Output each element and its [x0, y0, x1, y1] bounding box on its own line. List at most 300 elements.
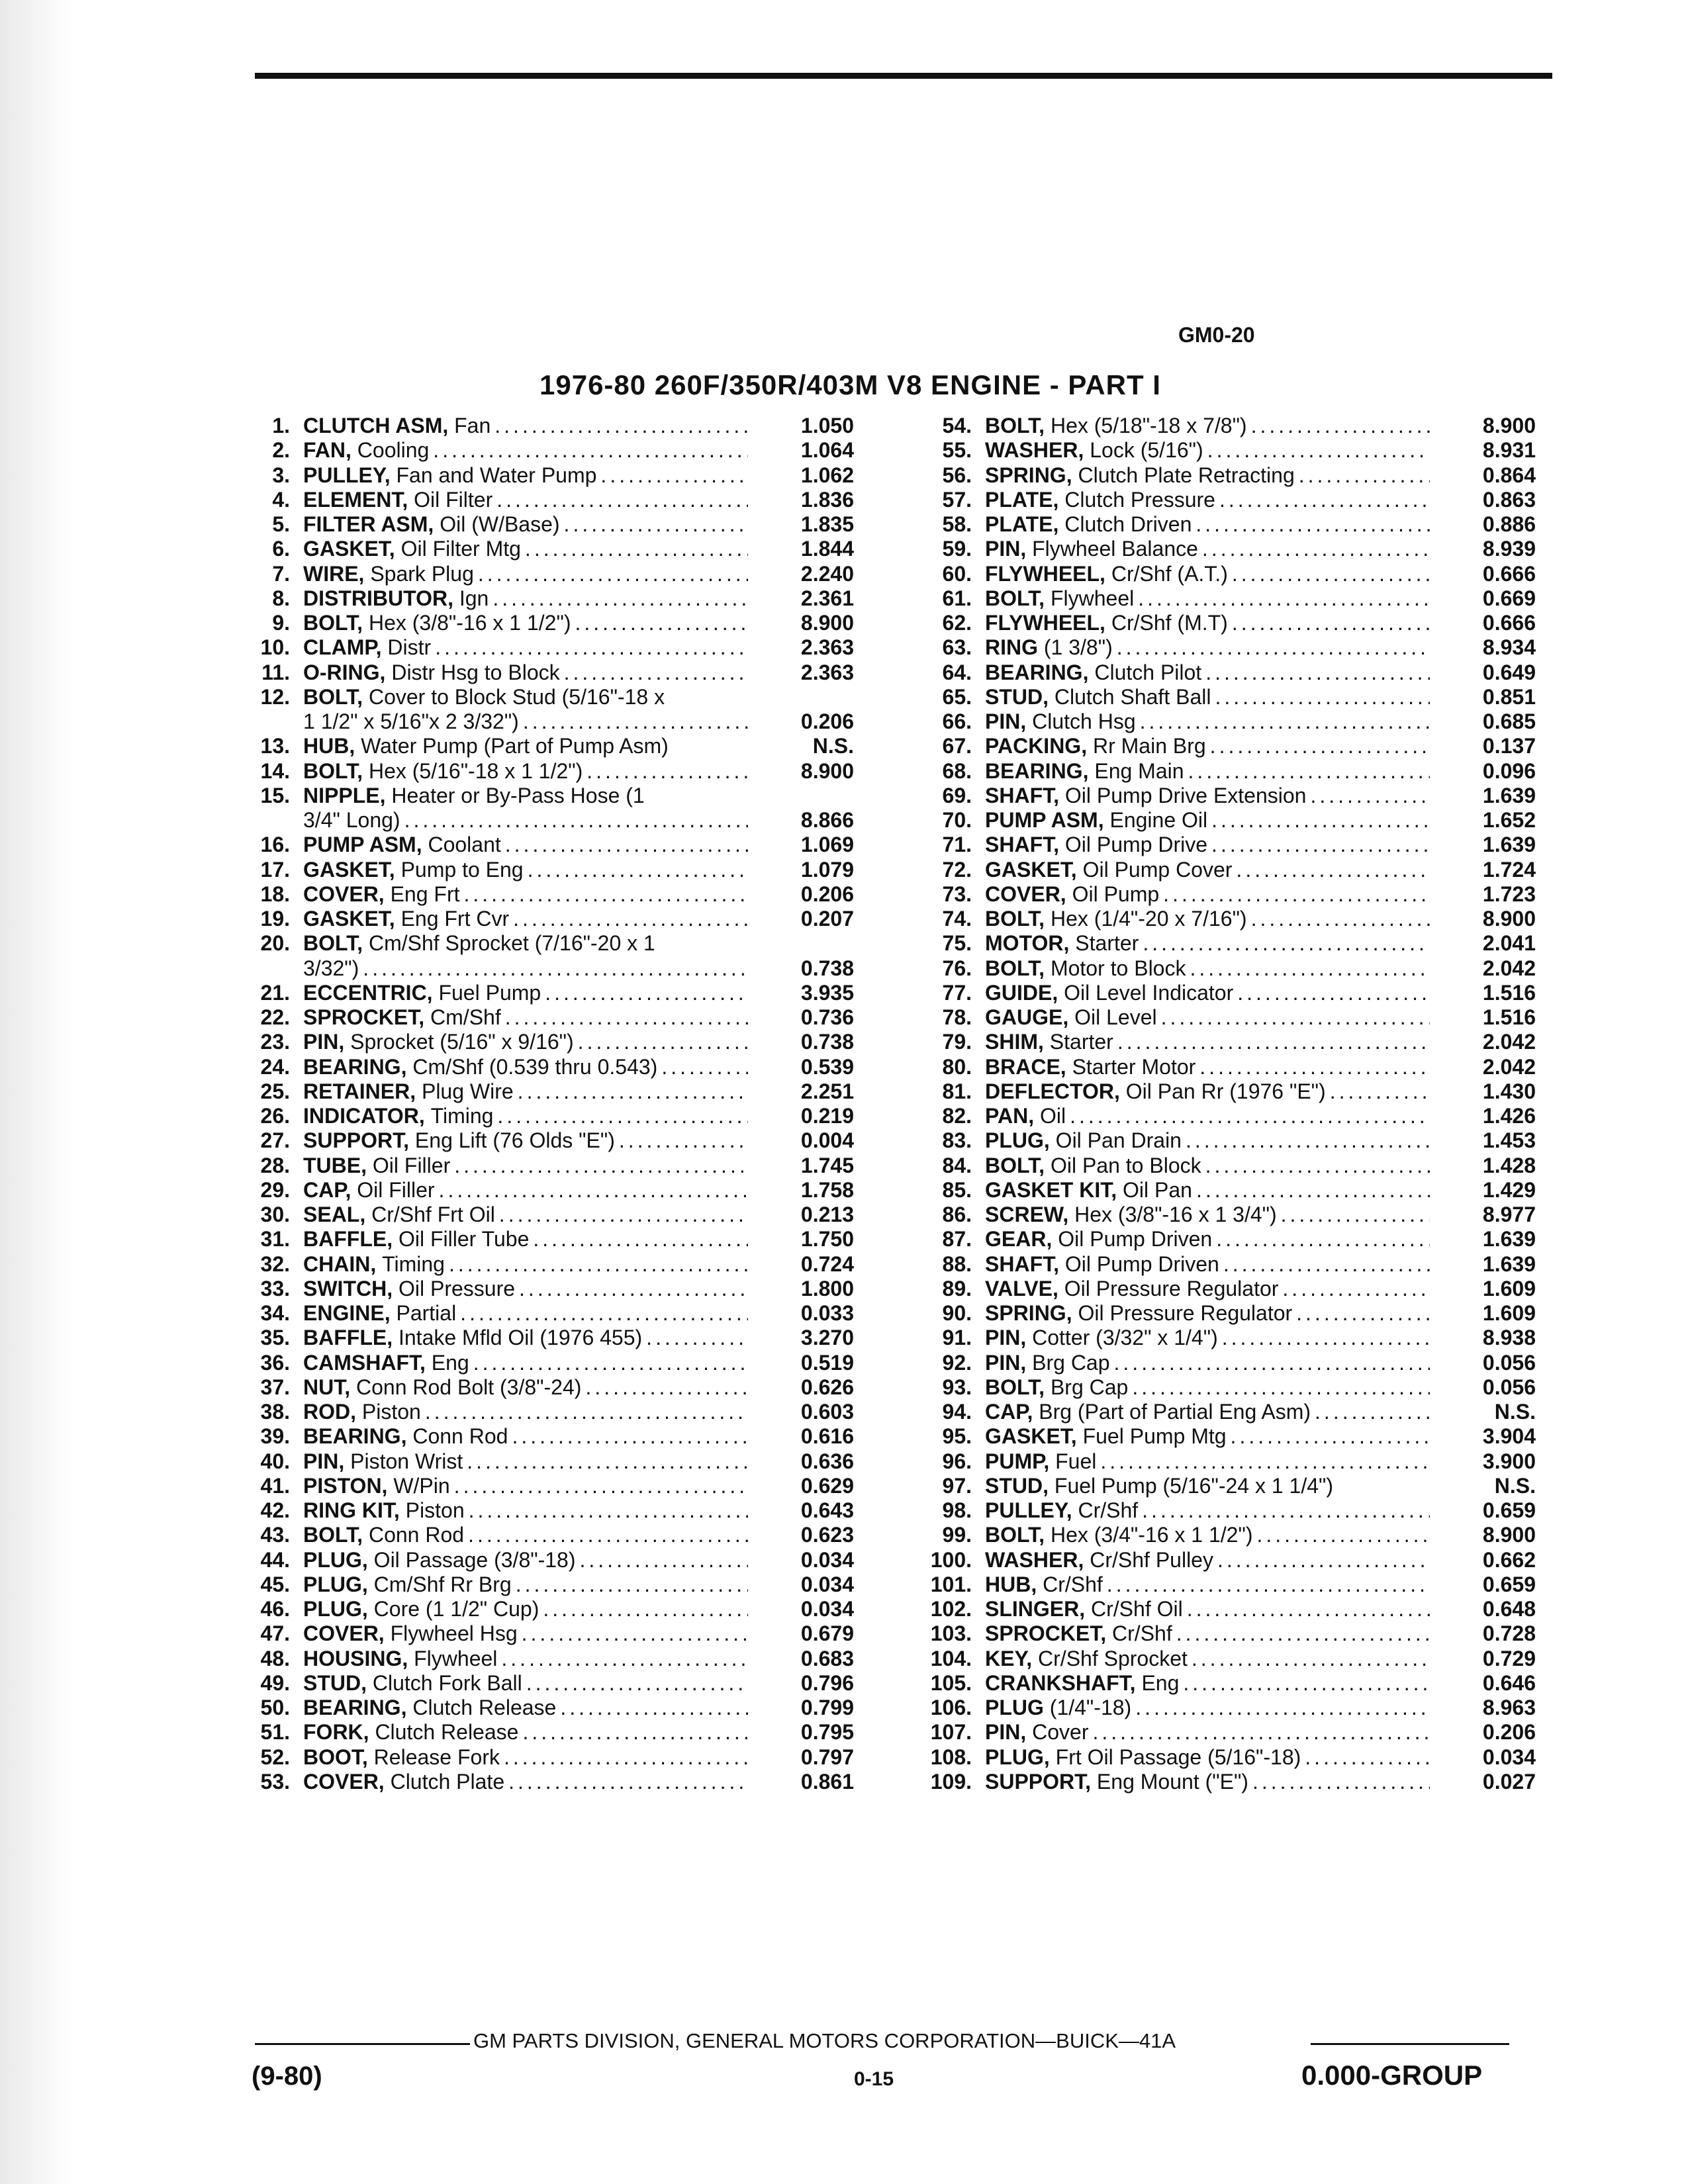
part-row [238, 1647, 854, 1671]
leader-dots [1192, 1178, 1430, 1203]
leader-dots [1192, 512, 1430, 537]
part-name: FORK, [303, 1720, 369, 1745]
item-description [985, 956, 1430, 981]
group-number: 0.219 [800, 1104, 854, 1128]
item-description [303, 1597, 748, 1621]
part-row [920, 1104, 1536, 1128]
item-number: 30. [260, 1203, 290, 1226]
part-name: PUMP ASM, [303, 833, 422, 857]
item-number: 76. [942, 956, 972, 980]
part-detail: Hex (5/16"-18 x 1 1/2") [368, 758, 583, 783]
item-description [303, 784, 748, 808]
leader-dots [497, 1647, 748, 1671]
item-description [303, 1621, 748, 1646]
item-number: 17. [260, 857, 290, 882]
part-detail: Cr/Shf [1043, 1572, 1103, 1596]
part-detail: Oil Pump Driven [1058, 1227, 1213, 1251]
part-row [920, 1770, 1536, 1794]
part-name: GASKET, [985, 857, 1077, 882]
item-description [985, 931, 1430, 956]
item-number: 107. [930, 1720, 972, 1745]
item-number: 70. [942, 808, 972, 832]
part-detail: Oil Pump Cover [1082, 857, 1233, 882]
item-description [303, 1696, 748, 1720]
part-detail: Clutch Fork Ball [372, 1670, 522, 1695]
item-description [985, 586, 1430, 611]
part-row [238, 1178, 854, 1203]
item-description [985, 1154, 1430, 1178]
group-number: 0.207 [800, 907, 854, 931]
item-description [303, 1375, 748, 1400]
part-name: PIN, [985, 1326, 1027, 1350]
part-name: BOLT, [303, 611, 363, 635]
group-number: 0.034 [800, 1572, 854, 1596]
part-row [238, 1252, 854, 1277]
group-number: 0.034 [800, 1597, 854, 1621]
part-detail: Oil Pump [1072, 882, 1160, 906]
part-detail: Fuel [1055, 1449, 1097, 1473]
item-description [985, 1671, 1430, 1696]
group-number: 8.900 [1482, 907, 1536, 931]
part-row [238, 1326, 854, 1350]
leader-dots [512, 1572, 748, 1597]
part-detail: Cm/Shf Rr Brg [373, 1572, 512, 1596]
part-name: PLUG, [303, 1597, 368, 1621]
item-number: 83. [942, 1128, 972, 1153]
page-number: 0-15 [854, 2068, 894, 2090]
item-description [303, 1055, 748, 1079]
part-name: HOUSING, [303, 1646, 408, 1670]
part-detail: Eng Mount ("E") [1096, 1769, 1248, 1794]
part-row [238, 882, 854, 907]
part-row [238, 1277, 854, 1301]
part-row [920, 1597, 1536, 1621]
part-row [920, 1498, 1536, 1523]
group-number: 1.430 [1482, 1079, 1536, 1103]
part-detail: Cover to Block Stud (5/16"-18 x [368, 684, 665, 709]
item-number: 106. [930, 1696, 972, 1719]
group-number: 2.361 [800, 586, 854, 610]
part-name: BOLT, [303, 1523, 363, 1547]
item-description [303, 1277, 748, 1301]
item-number: 24. [260, 1054, 290, 1079]
part-detail: Heater or By-Pass Hose (1 [391, 783, 645, 807]
part-detail: Cm/Shf [430, 1005, 501, 1029]
part-row [920, 709, 1536, 734]
part-row [920, 1424, 1536, 1449]
group-number: 0.738 [800, 956, 854, 980]
part-detail: Hex (5/18"-18 x 7/8") [1050, 414, 1247, 437]
group-number: N.S. [812, 734, 854, 758]
item-number: 38. [260, 1400, 290, 1424]
leader-dots [560, 512, 748, 537]
leader-dots [583, 759, 748, 784]
part-name: FAN, [303, 438, 352, 463]
part-row [238, 1523, 854, 1547]
group-number: 0.659 [1482, 1498, 1536, 1522]
part-detail: Cr/Shf (A.T.) [1111, 561, 1228, 586]
part-row [920, 1301, 1536, 1326]
part-row [238, 1128, 854, 1153]
leader-dots [1277, 1203, 1430, 1227]
part-name: BRACE, [985, 1054, 1066, 1079]
leader-dots [450, 1154, 748, 1178]
leader-dots [1252, 1523, 1430, 1547]
part-row [920, 956, 1536, 981]
part-row [920, 1720, 1536, 1745]
part-detail: Fuel Pump [438, 980, 541, 1005]
part-row [920, 1671, 1536, 1696]
part-detail: Oil Pan Rr (1976 "E") [1125, 1079, 1326, 1103]
part-name: SPROCKET, [985, 1621, 1107, 1646]
item-description [985, 1301, 1430, 1326]
item-description [985, 1030, 1430, 1054]
leader-dots [521, 537, 748, 561]
group-number: 0.666 [1482, 561, 1536, 586]
item-description [985, 1104, 1430, 1128]
part-detail: Sprocket (5/16" x 9/16") [350, 1030, 574, 1054]
group-number: 0.027 [1482, 1769, 1536, 1794]
part-detail: Brg Cap [1032, 1350, 1110, 1375]
part-detail: Cr/Shf Oil [1091, 1597, 1183, 1621]
part-row [920, 1030, 1536, 1054]
part-detail: Cr/Shf Frt Oil [371, 1203, 495, 1226]
part-row [920, 1351, 1536, 1375]
item-number: 69. [942, 783, 972, 807]
part-name: BAFFLE, [303, 1326, 393, 1350]
item-number: 4. [272, 487, 290, 512]
part-detail: Eng [431, 1350, 469, 1375]
item-description [985, 1326, 1430, 1350]
part-detail: Timing [382, 1251, 445, 1276]
group-number: 2.251 [800, 1079, 854, 1103]
part-row [920, 858, 1536, 882]
part-name: DISTRIBUTOR, [303, 586, 453, 610]
part-name: SLINGER, [985, 1597, 1086, 1621]
part-detail: Flywheel Hsg [390, 1621, 518, 1646]
part-row [238, 1301, 854, 1326]
item-description [985, 1400, 1430, 1424]
item-description [303, 858, 748, 882]
leader-dots [464, 1523, 748, 1547]
leader-dots [1136, 709, 1430, 734]
part-name: COVER, [985, 882, 1066, 906]
part-name: CLAMP, [303, 635, 382, 660]
item-description [985, 635, 1430, 660]
leader-dots [1247, 414, 1430, 438]
leader-dots [1183, 1597, 1430, 1621]
item-description [985, 784, 1430, 808]
part-name: BOLT, [985, 1153, 1045, 1177]
part-name: GUIDE, [985, 980, 1058, 1005]
part-detail: Starter Motor [1072, 1054, 1196, 1079]
part-detail: Coolant [428, 833, 501, 857]
part-row [238, 1154, 854, 1178]
part-name: CRANKSHAFT, [985, 1670, 1136, 1695]
leader-dots [469, 1351, 748, 1375]
part-name: FILTER ASM, [303, 512, 434, 536]
leader-dots [489, 586, 748, 611]
part-row [238, 931, 854, 956]
item-description [985, 1252, 1430, 1277]
item-number: 15. [260, 783, 290, 807]
parts-list-left [238, 414, 854, 1794]
item-description [303, 1252, 748, 1277]
group-number: 2.042 [1482, 1054, 1536, 1079]
part-detail: Piston [405, 1498, 465, 1522]
item-description [985, 1277, 1430, 1301]
part-row [920, 1055, 1536, 1079]
part-row [920, 1474, 1536, 1498]
part-name: PIN, [985, 1720, 1027, 1745]
item-number: 6. [272, 537, 290, 561]
part-row [238, 660, 854, 685]
part-row [920, 1154, 1536, 1178]
item-description [303, 1647, 748, 1671]
item-number: 98. [942, 1498, 972, 1522]
part-name: ELEMENT, [303, 487, 408, 512]
group-number: 1.639 [1482, 833, 1536, 857]
item-description [303, 488, 748, 512]
item-number: 37. [260, 1375, 290, 1399]
group-number: 8.934 [1482, 635, 1536, 660]
part-row [920, 1277, 1536, 1301]
leader-dots [1206, 734, 1430, 758]
leader-dots [1207, 808, 1430, 833]
part-name: CLUTCH ASM, [303, 414, 449, 437]
part-detail: Distr [387, 635, 432, 660]
leader-dots [431, 635, 748, 660]
item-description [303, 1128, 748, 1153]
leader-dots [539, 1597, 748, 1621]
item-description [303, 1770, 748, 1794]
part-row [238, 1671, 854, 1696]
group-number: 8.866 [800, 808, 854, 832]
leader-dots [465, 1498, 748, 1523]
leader-dots [1295, 463, 1430, 488]
item-number: 53. [260, 1769, 290, 1794]
item-description [985, 1055, 1430, 1079]
leader-dots [1157, 1005, 1430, 1030]
group-number: 2.041 [1482, 931, 1536, 956]
group-number: 2.240 [800, 561, 854, 586]
part-row [238, 956, 854, 981]
part-name: PIN, [303, 1449, 345, 1473]
part-name: INDICATOR, [303, 1104, 425, 1128]
item-description [303, 931, 748, 956]
part-row [238, 1227, 854, 1251]
group-number: 1.723 [1482, 882, 1536, 906]
part-name: PIN, [985, 537, 1027, 561]
item-number: 47. [260, 1621, 290, 1646]
part-row [920, 1079, 1536, 1104]
group-number: 0.096 [1482, 758, 1536, 783]
group-number: 3.270 [800, 1326, 854, 1350]
part-row [238, 858, 854, 882]
item-number: 87. [942, 1227, 972, 1251]
item-description [985, 1548, 1430, 1572]
leader-dots [421, 1400, 748, 1424]
part-row [920, 611, 1536, 635]
item-number: 100. [930, 1547, 972, 1572]
item-description [303, 1326, 748, 1350]
part-name: MOTOR, [985, 931, 1070, 956]
leader-dots [1172, 1621, 1430, 1646]
part-detail: (1/4"-18) [1049, 1696, 1132, 1719]
item-description [303, 463, 748, 488]
part-row [920, 808, 1536, 833]
item-description [303, 1745, 748, 1770]
leader-dots [492, 488, 748, 512]
part-row [920, 1178, 1536, 1203]
part-name: PIN, [985, 709, 1027, 733]
item-number: 82. [942, 1104, 972, 1128]
part-name: SHIM, [985, 1030, 1044, 1054]
part-detail: Oil Filler [372, 1153, 451, 1177]
item-number: 78. [942, 1005, 972, 1029]
part-row [920, 1548, 1536, 1572]
leader-dots [1219, 1252, 1430, 1277]
item-number: 99. [942, 1523, 972, 1547]
item-number: 64. [942, 660, 972, 684]
item-description [303, 808, 748, 833]
part-detail: Oil Level [1074, 1005, 1157, 1029]
item-number: 104. [930, 1646, 972, 1670]
group-number: 0.034 [800, 1547, 854, 1572]
group-number: 0.034 [1482, 1745, 1536, 1769]
item-description [985, 1597, 1430, 1621]
leader-dots [514, 1079, 748, 1104]
part-row [920, 907, 1536, 931]
item-number: 46. [260, 1597, 290, 1621]
item-description [985, 808, 1430, 833]
part-row [920, 562, 1536, 586]
item-description [303, 635, 748, 660]
leader-dots [463, 1449, 748, 1474]
part-name: BOLT, [303, 684, 363, 709]
part-row [920, 759, 1536, 784]
part-detail: Oil Level Indicator [1064, 980, 1234, 1005]
item-description [985, 1449, 1430, 1474]
part-name: WIRE, [303, 561, 365, 586]
item-number: 63. [942, 635, 972, 660]
part-name: PLUG, [985, 1128, 1050, 1153]
item-number: 31. [260, 1227, 290, 1251]
group-number: 1.453 [1482, 1128, 1536, 1153]
part-name: PULLEY, [303, 463, 391, 487]
group-number: 1.428 [1482, 1153, 1536, 1177]
part-detail: Oil (W/Base) [440, 512, 560, 536]
part-detail: Cover [1032, 1720, 1089, 1745]
group-number: 2.363 [800, 660, 854, 684]
item-description [303, 586, 748, 611]
part-detail: Oil Pump Driven [1064, 1251, 1219, 1276]
item-number: 89. [942, 1276, 972, 1300]
item-description [985, 709, 1430, 734]
part-row [920, 488, 1536, 512]
item-description [303, 1030, 748, 1054]
part-row [238, 808, 854, 833]
part-row [238, 611, 854, 635]
item-number: 60. [942, 561, 972, 586]
part-row [238, 1621, 854, 1646]
part-name: PLATE, [985, 487, 1059, 512]
group-number: 0.213 [800, 1203, 854, 1226]
part-name: PLUG [985, 1696, 1044, 1719]
group-number: 0.206 [800, 709, 854, 733]
leader-dots [571, 611, 748, 635]
leader-dots [642, 1326, 748, 1350]
part-detail: Spark Plug [370, 561, 474, 586]
part-name: VALVE, [985, 1276, 1058, 1300]
part-detail: Hex (3/4"-16 x 1 1/2") [1050, 1523, 1253, 1547]
part-detail: 3/32") [303, 956, 359, 980]
group-number: 1.844 [800, 537, 854, 561]
group-number: 0.206 [1482, 1720, 1536, 1745]
part-name: NUT, [303, 1375, 351, 1399]
item-description [303, 1498, 748, 1523]
group-number: 0.519 [800, 1350, 854, 1375]
part-row [238, 414, 854, 438]
leader-dots [581, 1375, 748, 1400]
part-row [238, 1720, 854, 1745]
item-description [985, 1351, 1430, 1375]
part-row [238, 562, 854, 586]
leader-dots [1110, 1351, 1430, 1375]
part-name: SUPPORT, [985, 1769, 1092, 1794]
part-detail: Cotter (3/32" x 1/4") [1032, 1326, 1218, 1350]
item-number: 52. [260, 1745, 290, 1769]
page-title: 1976-80 260F/350R/403M V8 ENGINE - PART I [539, 369, 1161, 400]
group-number: 0.886 [1482, 512, 1536, 536]
part-name: BEARING, [985, 758, 1089, 783]
part-detail: Oil [1039, 1104, 1066, 1128]
part-row [920, 438, 1536, 463]
part-name: DEFLECTOR, [985, 1079, 1120, 1103]
part-name: BOOT, [303, 1745, 368, 1769]
item-description [303, 1301, 748, 1326]
part-name: PAN, [985, 1104, 1035, 1128]
part-detail: Cr/Shf [1078, 1498, 1139, 1522]
item-description [985, 1647, 1430, 1671]
item-description [303, 1449, 748, 1474]
item-number: 42. [260, 1498, 290, 1522]
leader-dots [1215, 488, 1430, 512]
part-name: NIPPLE, [303, 783, 386, 807]
item-description [303, 759, 748, 784]
item-description [985, 685, 1430, 709]
group-number: 1.516 [1482, 980, 1536, 1005]
leader-dots [460, 882, 749, 907]
part-name: RING KIT, [303, 1498, 400, 1522]
part-name: CAP, [985, 1400, 1033, 1424]
item-description [985, 1227, 1430, 1251]
group-number: 3.904 [1482, 1424, 1536, 1449]
leader-dots [1113, 635, 1430, 660]
group-number: 1.745 [800, 1153, 854, 1177]
part-name: SUPPORT, [303, 1128, 410, 1153]
part-detail: Fuel Pump (5/16"-24 x 1 1/4") [1054, 1473, 1334, 1498]
part-detail: Oil Filter [414, 487, 493, 512]
part-row [238, 709, 854, 734]
item-number: 5. [272, 512, 290, 536]
part-row [238, 1696, 854, 1720]
part-detail: Starter [1049, 1030, 1113, 1054]
scan-shadow [0, 0, 73, 2184]
leader-dots [1228, 562, 1430, 586]
part-detail: Oil Pressure [398, 1276, 516, 1300]
group-number: 0.206 [800, 882, 854, 906]
